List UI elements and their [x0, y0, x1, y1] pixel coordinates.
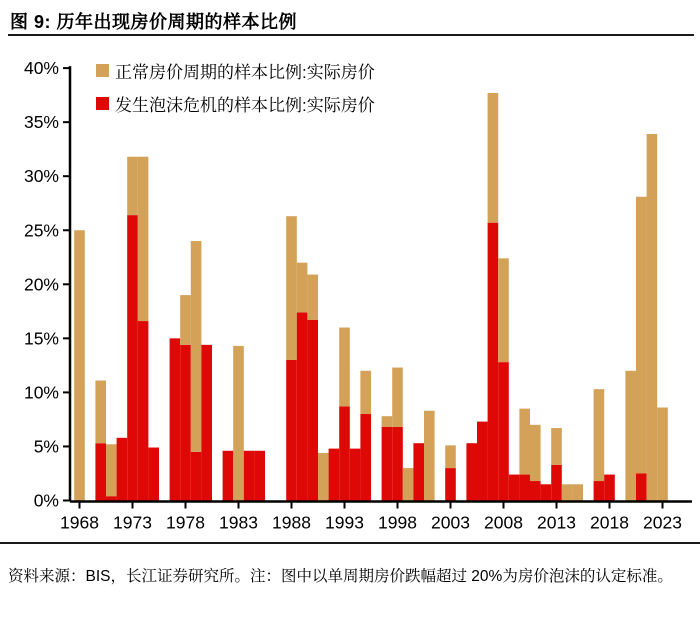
- y-tick-label: 30%: [23, 166, 59, 187]
- x-tick-label: 2018: [590, 512, 629, 533]
- bar-2018-bubble: [604, 475, 615, 501]
- bar-2003-bubble: [445, 468, 456, 500]
- bar-2008-bubble: [498, 362, 509, 500]
- bar-1974-normal: [138, 157, 149, 321]
- x-tick-label: 2008: [484, 512, 523, 533]
- bar-2006-bubble: [477, 422, 488, 501]
- x-tick-label: 1973: [113, 512, 152, 533]
- bar-1978-normal: [180, 295, 191, 345]
- bar-1989-normal: [297, 263, 308, 313]
- bar-1988-bubble: [286, 360, 297, 501]
- y-tick-label: 15%: [23, 328, 59, 349]
- bar-2017-normal: [594, 389, 605, 481]
- y-tick-label: 0%: [33, 490, 59, 511]
- bar-1973-bubble: [127, 215, 138, 500]
- legend-swatch-normal: [96, 64, 109, 77]
- bar-1990-normal: [307, 275, 318, 320]
- y-tick-label: 40%: [23, 58, 59, 79]
- x-tick-label: 2013: [537, 512, 576, 533]
- x-tick-label: 2023: [643, 512, 682, 533]
- legend-item-bubble: [96, 90, 375, 116]
- x-tick-label: 2003: [431, 512, 470, 533]
- bar-1998-bubble: [392, 427, 403, 501]
- bar-1975-bubble: [148, 448, 159, 501]
- source-note: 资料来源：BIS，长江证券研究所。注：图中以单周期房价跌幅超过 20%为房价泡沫的认定标准。: [8, 568, 673, 585]
- bar-2007-bubble: [488, 223, 499, 501]
- legend-label-bubble: 发生泡沫危机的样本比例:实际房价: [115, 95, 375, 115]
- bar-1985-bubble: [254, 451, 265, 501]
- bar-1970-normal: [95, 381, 106, 444]
- bar-1970-bubble: [95, 443, 106, 500]
- x-tick-label: 1988: [272, 512, 311, 533]
- bar-2000-bubble: [413, 443, 424, 500]
- bar-1979-normal: [191, 241, 202, 452]
- bar-2010-normal: [519, 409, 530, 475]
- bar-2001-normal: [424, 411, 435, 501]
- bar-1971-normal: [106, 444, 117, 496]
- bar-2021-bubble: [636, 473, 647, 500]
- bar-1995-bubble: [360, 414, 371, 500]
- bar-2013-bubble: [551, 465, 562, 501]
- x-tick-label: 1993: [325, 512, 364, 533]
- bar-1995-normal: [360, 371, 371, 414]
- bar-1992-bubble: [329, 449, 340, 501]
- bar-1997-bubble: [382, 427, 393, 501]
- footer-divider: [0, 542, 700, 544]
- legend-item-normal: [96, 57, 375, 83]
- y-tick-label: 20%: [23, 274, 59, 295]
- bar-2013-normal: [551, 428, 562, 465]
- bar-1974-bubble: [138, 321, 149, 500]
- y-tick-label: 10%: [23, 382, 59, 403]
- y-tick-label: 5%: [33, 436, 59, 457]
- figure-title: 图 9: 历年出现房价周期的样本比例: [10, 12, 298, 32]
- bar-1991-normal: [318, 453, 329, 501]
- bar-1978-bubble: [180, 345, 191, 501]
- bar-1973-normal: [127, 157, 138, 215]
- bar-2005-bubble: [466, 443, 477, 500]
- bar-2017-bubble: [594, 481, 605, 500]
- bar-2009-bubble: [509, 475, 520, 501]
- bar-1994-bubble: [350, 449, 361, 501]
- bar-2020-normal: [625, 371, 636, 501]
- bar-2007-normal: [488, 93, 499, 223]
- bar-1988-normal: [286, 216, 297, 360]
- bar-1999-normal: [403, 468, 414, 500]
- bar-2010-bubble: [519, 475, 530, 501]
- bar-1993-normal: [339, 328, 350, 407]
- bar-2012-bubble: [541, 484, 552, 500]
- bar-1972-bubble: [117, 438, 128, 501]
- bar-2022-normal: [647, 134, 658, 500]
- bar-1979-bubble: [191, 452, 202, 501]
- bar-1983-normal: [233, 346, 244, 501]
- y-tick-label: 35%: [23, 112, 59, 133]
- bar-2011-normal: [530, 425, 541, 481]
- bar-2023-normal: [657, 408, 668, 501]
- bar-2003-normal: [445, 445, 456, 468]
- bar-1984-bubble: [244, 451, 255, 501]
- bar-2011-bubble: [530, 481, 541, 500]
- bar-1980-bubble: [201, 345, 212, 501]
- bar-1968-normal: [74, 230, 85, 500]
- bar-2021-normal: [636, 197, 647, 474]
- bar-1993-bubble: [339, 406, 350, 500]
- legend-swatch-bubble: [96, 97, 109, 110]
- x-tick-label: 1983: [219, 512, 258, 533]
- bar-1977-bubble: [170, 338, 181, 500]
- bar-2015-normal: [572, 484, 583, 500]
- bar-1990-bubble: [307, 320, 318, 501]
- bar-1997-normal: [382, 416, 393, 427]
- bar-1982-bubble: [223, 451, 234, 501]
- bar-2008-normal: [498, 258, 509, 362]
- bar-2014-normal: [562, 484, 573, 500]
- bar-1971-bubble: [106, 496, 117, 500]
- x-tick-label: 1998: [378, 512, 417, 533]
- y-tick-label: 25%: [23, 220, 59, 241]
- chart-legend: [96, 57, 375, 123]
- x-tick-label: 1978: [166, 512, 205, 533]
- x-tick-label: 1968: [60, 512, 99, 533]
- bar-1998-normal: [392, 368, 403, 427]
- bar-1989-bubble: [297, 312, 308, 500]
- legend-label-normal: 正常房价周期的样本比例:实际房价: [115, 62, 375, 82]
